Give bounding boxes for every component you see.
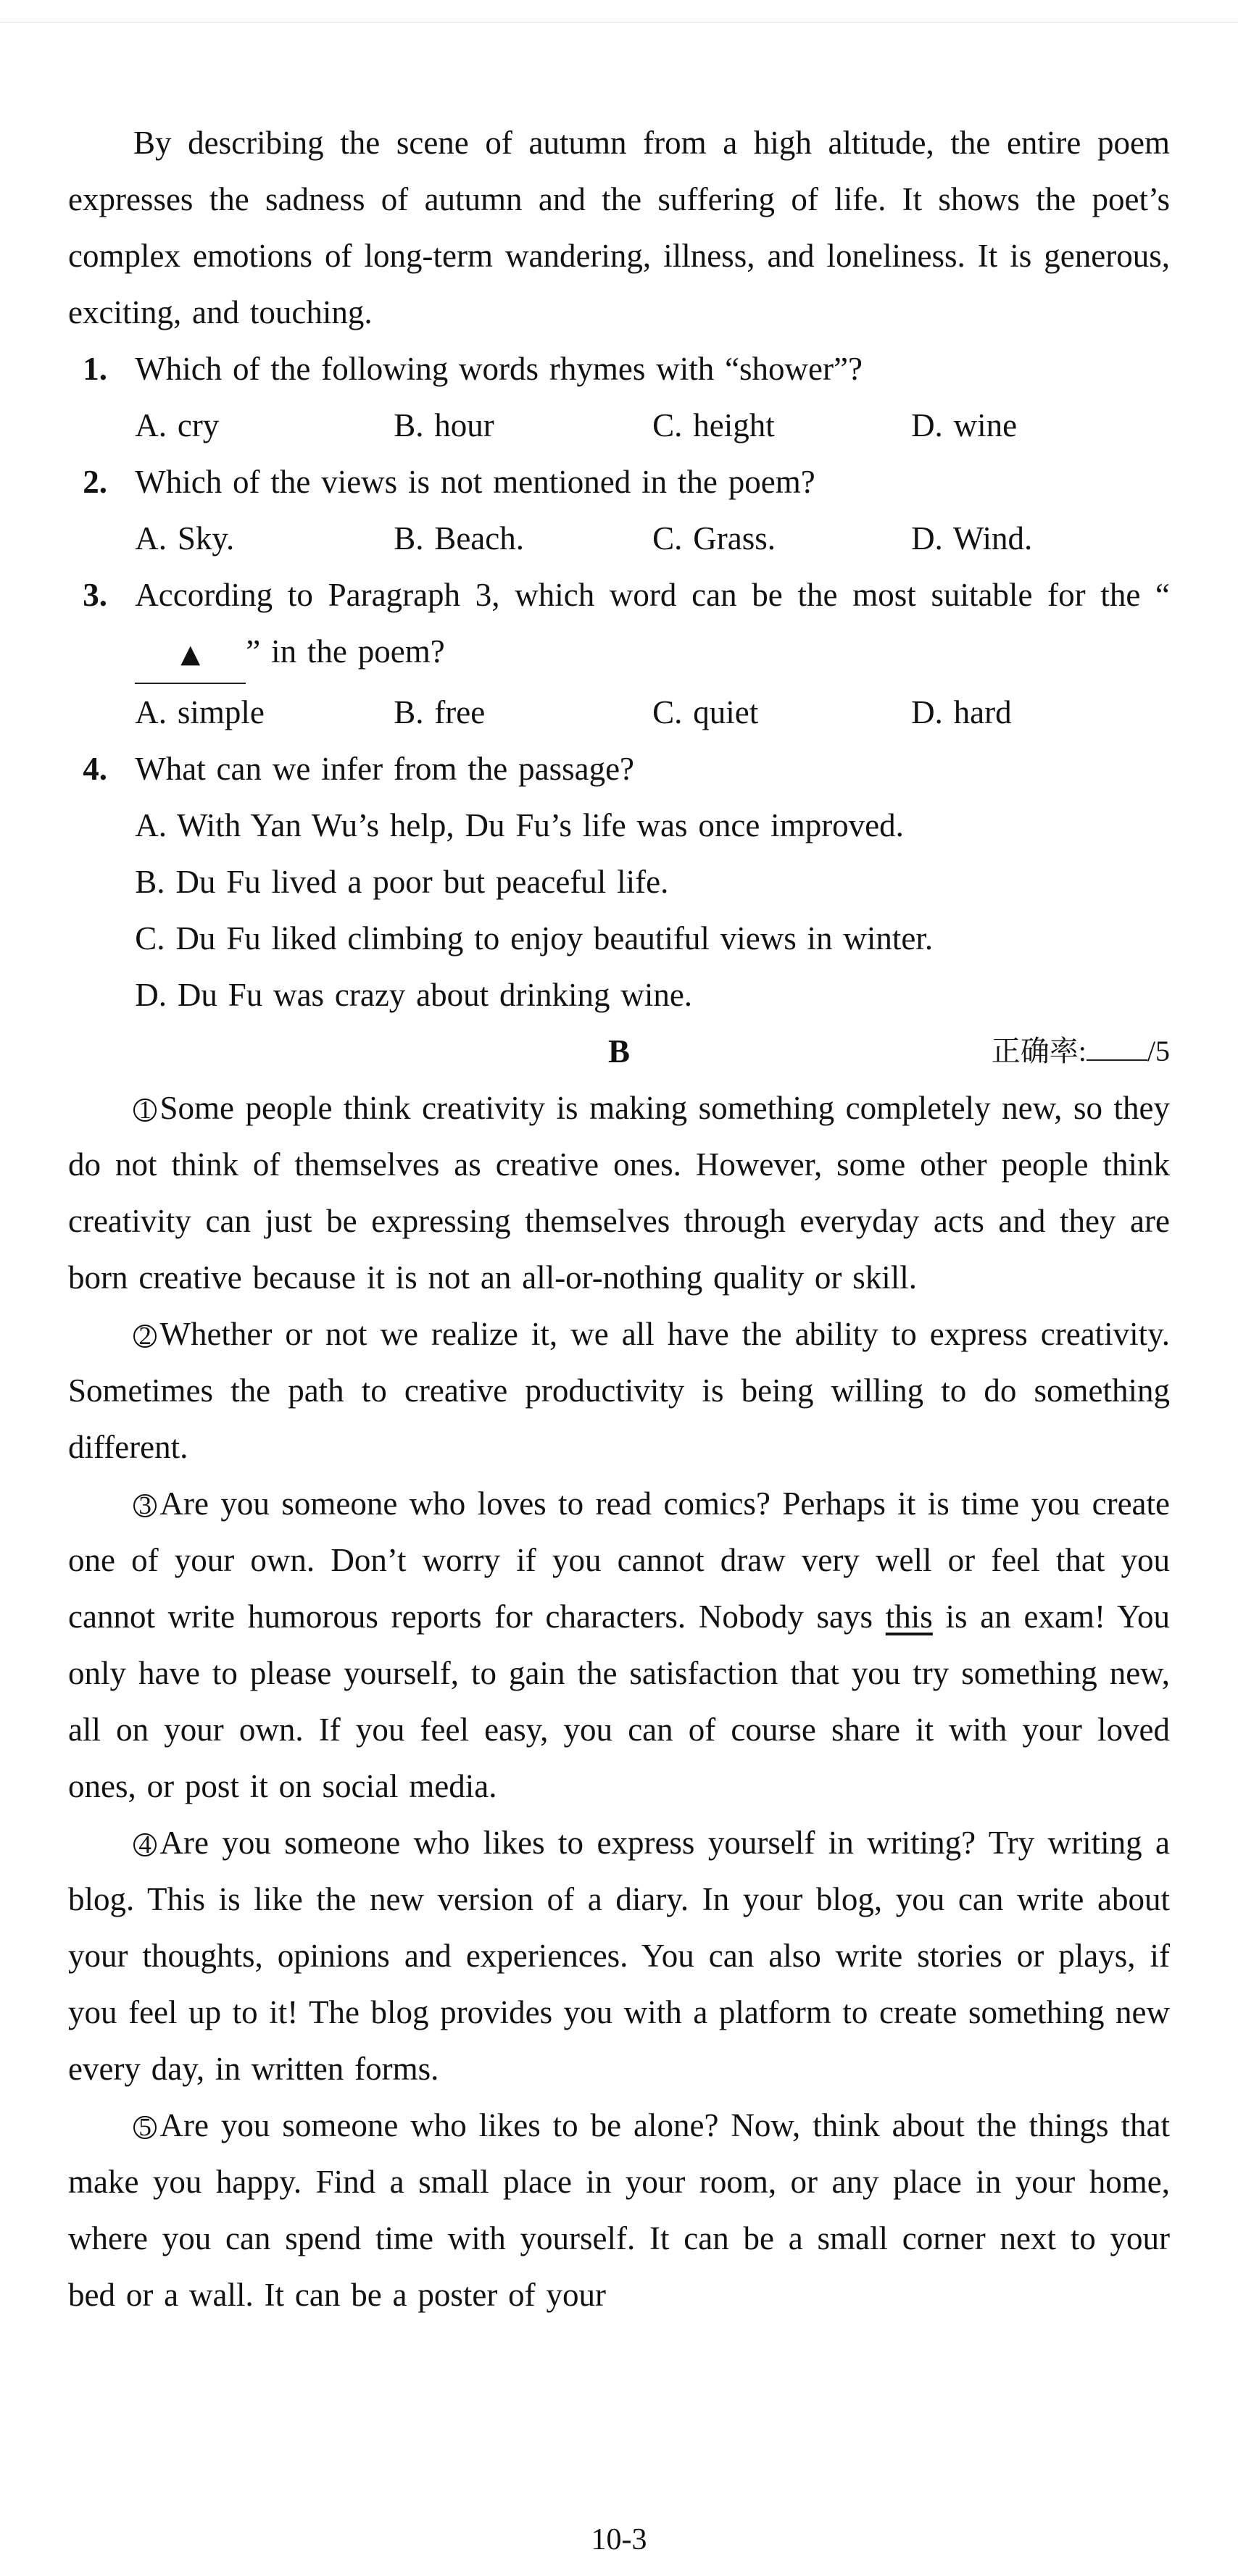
option-a: A. simple (135, 694, 265, 730)
section-title: B (607, 1033, 630, 1070)
paragraph-marker: 4 (133, 1833, 157, 1856)
question-number: 2. (83, 464, 107, 500)
option-c: C. height (652, 407, 775, 443)
option-c: C. quiet (652, 694, 759, 730)
option-b: B. Beach. (394, 520, 524, 557)
question-text: Which of the views is not mentioned in the poem? (135, 464, 815, 500)
underlined-word: this (885, 1598, 933, 1635)
option-a: A. cry (135, 407, 220, 443)
paragraph-text-after: is an exam! You only have to please yourself, to gain the satisfaction that you try something new, all on your own. If you feel easy, you can of course share it with your loved ones, or post it on social media. (68, 1598, 1170, 1804)
intro-paragraph: By describing the scene of autumn from a high altitude, the entire poem expresses the sadness of autumn and the suffering of life. It shows the poet’s complex emotions of long-term wandering, illness, and loneliness. It is generous, exciting, and touching. (68, 125, 1170, 330)
paragraph-marker: 5 (133, 2116, 157, 2139)
option-b: B. hour (394, 407, 494, 443)
options-row (135, 510, 1170, 567)
options-row (135, 684, 1170, 741)
option-d: D. Wind. (911, 520, 1033, 557)
paragraph-marker: 3 (133, 1494, 157, 1517)
option-b: B. free (394, 694, 486, 730)
passage-paragraph-5 (68, 2097, 1170, 2323)
question-text: Which of the following words rhymes with “shower”? (135, 351, 863, 387)
paragraph-marker: 1 (133, 1099, 157, 1122)
option-a: A. Sky. (135, 520, 235, 557)
question-text: What can we infer from the passage? (135, 751, 635, 787)
option-c: C. Du Fu liked climbing to enjoy beautiful views in winter. (135, 920, 934, 956)
passage-paragraph-3 (68, 1475, 1170, 1814)
question-text (135, 567, 1170, 684)
page-number: 10-3 (591, 2523, 647, 2556)
accuracy-label: 正确率: (991, 1035, 1087, 1067)
answer-blank (135, 623, 246, 684)
question-number: 4. (83, 751, 107, 787)
option-d: D. Du Fu was crazy about drinking wine. (135, 977, 693, 1013)
question-text-before: According to Paragraph 3, which word can be the most suitable for the “ (135, 577, 1170, 613)
question-2 (68, 454, 1170, 567)
option-c: C. Grass. (652, 520, 776, 557)
paragraph-marker: 2 (133, 1325, 157, 1348)
paragraph-text: Are you someone who likes to be alone? Now, think about the things that make you happy. Find a small place in your room, or any place in your home, where you can spend time with yourself. It can be a small corner next to your bed or a wall. It can be a poster of your (68, 2107, 1170, 2313)
option-d: D. hard (911, 694, 1012, 730)
question-text-after: ” in the poem? (246, 633, 445, 670)
option-d: D. wine (911, 407, 1018, 443)
options-row (135, 397, 1170, 454)
passage-paragraph-2 (68, 1306, 1170, 1475)
accuracy-score (992, 1023, 1170, 1080)
paragraph-text-before: Are you someone who loves to read comics? Perhaps it is time you create one of your own. Don’t worry if you cannot draw very well or feel that you cannot write humorous reports for characters. Nobody says (68, 1485, 1170, 1635)
option-a: A. With Yan Wu’s help, Du Fu’s life was once improved. (135, 807, 904, 843)
option-b: B. Du Fu lived a poor but peaceful life. (135, 864, 669, 900)
passage-paragraph-1 (68, 1080, 1170, 1306)
triangle-icon: ▲ (180, 639, 201, 669)
accuracy-total: /5 (1147, 1035, 1170, 1067)
page-content (68, 114, 1170, 2323)
paragraph-text: Some people think creativity is making something completely new, so they do not think of themselves as creative ones. However, some other people think creativity can just be expressing themselves through everyday acts and they are born creative because it is not an all-or-nothing quality or skill. (68, 1090, 1170, 1296)
accuracy-blank (1087, 1059, 1147, 1061)
question-1 (68, 341, 1170, 454)
paragraph-text: Are you someone who likes to express yourself in writing? Try writing a blog. This is like the new version of a diary. In your blog, you can write about your thoughts, opinions and experiences. You can also write stories or plays, if you feel up to it! The blog provides you with a platform to create something new every day, in written forms. (68, 1825, 1170, 2087)
question-3 (68, 567, 1170, 741)
question-number: 1. (83, 351, 107, 387)
question-4 (68, 741, 1170, 1023)
options-block (135, 797, 1170, 1023)
question-number: 3. (83, 577, 107, 613)
section-b-heading (68, 1023, 1170, 1080)
passage-paragraph-4 (68, 1814, 1170, 2097)
paragraph-text: Whether or not we realize it, we all have the ability to express creativity. Sometimes the path to creative productivity is being willing to do something different. (68, 1316, 1170, 1465)
